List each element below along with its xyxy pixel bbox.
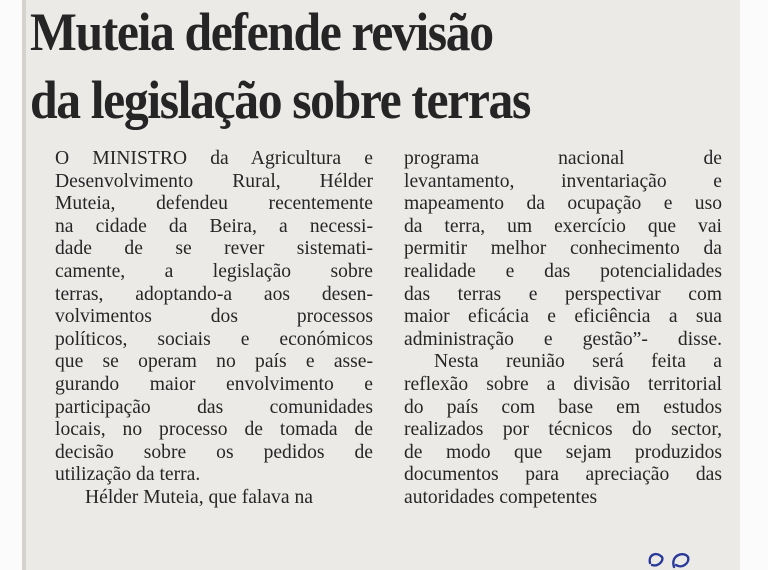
text-line: volvimentos dos processos — [55, 306, 373, 328]
text-line: reflexão sobre a divisão territorial — [404, 373, 722, 395]
text-line: dade de se rever sistemati- — [55, 238, 373, 260]
article-column-left — [55, 148, 373, 510]
text-line: Muteia, defendeu recentemente — [55, 193, 373, 215]
article-column-right — [404, 148, 722, 510]
text-line: camente, a legislação sobre — [55, 260, 373, 282]
text-line: administração e gestão”- disse. — [404, 328, 722, 350]
text-line: da terra, um exercício que vai — [404, 215, 722, 237]
text-line: realidade e das potencialidades — [404, 260, 722, 282]
text-line: Nesta reunião será feita a — [434, 351, 722, 373]
text-line: programa nacional de — [404, 148, 722, 169]
text-line: O MINISTRO da Agricultura e — [55, 148, 373, 169]
text-line: terras, adoptando-a aos desen- — [55, 283, 373, 305]
text-line: utilização da terra. — [55, 464, 201, 486]
text-line: decisão sobre os pedidos de — [55, 441, 373, 463]
text-line: participação das comunidades — [55, 396, 373, 418]
headline-line-2: da legislação sobre terras — [30, 70, 530, 130]
text-line: locais, no processo de tomada de — [55, 419, 373, 441]
text-line: mapeamento da ocupação e uso — [404, 193, 722, 215]
text-line: Hélder Muteia, que falava na — [85, 486, 313, 508]
headline-line-1: Muteia defende revisão — [30, 2, 493, 62]
text-line: permitir melhor conhecimento da — [404, 238, 722, 260]
text-line: na cidade da Beira, a necessi- — [55, 215, 373, 237]
text-line: realizados por técnicos do sector, — [404, 419, 722, 441]
text-line: maior eficácia e eficiência a sua — [404, 306, 722, 328]
clipping-edge — [22, 0, 26, 570]
text-line: levantamento, inventariação e — [404, 170, 722, 192]
text-line: das terras e perspectivar com — [404, 283, 722, 305]
text-line: autoridades competentes — [404, 486, 598, 508]
text-line: gurando maior envolvimento e — [55, 373, 373, 395]
text-line: do país com base em estudos — [404, 396, 722, 418]
text-line: de modo que sejam produzidos — [404, 441, 722, 463]
text-line: políticos, sociais e económicos — [55, 328, 373, 350]
text-line: Desenvolvimento Rural, Hélder — [55, 170, 373, 192]
text-line: documentos para apreciação das — [404, 464, 722, 486]
text-line: que se operam no país e asse- — [55, 351, 373, 373]
pen-mark-icon — [644, 527, 704, 570]
